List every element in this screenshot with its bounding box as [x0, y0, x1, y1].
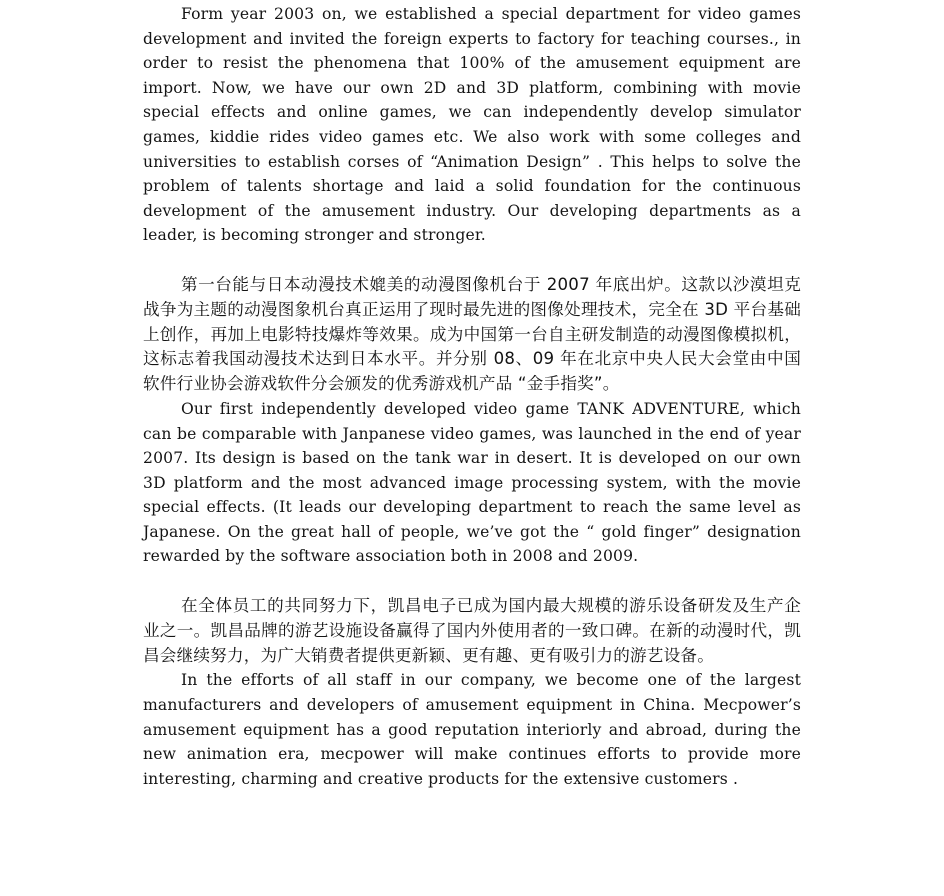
paragraph-spacer [143, 569, 801, 594]
document-page [143, 0, 801, 791]
paragraph-staff-efforts-en: In the efforts of all staff in our company, we become one of the largest manufacturers and developers of amusement equipment in China. Mecpower’s amusement equipment has a good reputation interiorly and abroad, during the new animation era, mecpower will make continues efforts to provide more interesting, charming and creative products for the extensive customers . [143, 671, 801, 788]
paragraph-spacer [143, 248, 801, 273]
paragraph-staff-efforts-zh: 在全体员工的共同努力下，凯昌电子已成为国内最大规模的游乐设备研发及生产企业之一。凯昌品牌的游艺设施设备赢得了国内外使用者的一致口碑。在新的动漫时代，凯昌会继续努力，为广大销费者提供更新颖、更有趣、更有吸引力的游艺设备。 [143, 596, 801, 665]
paragraph-video-games-department-en: Form year 2003 on, we established a special department for video games development and invited the foreign experts to factory for teaching courses., in order to resist the phenomena that 100% of the amusement equipment are import. Now, we have our own 2D and 3D platform, combining with movie special effects and online games, we can independently develop simulator games, kiddie rides video games etc. We also work with some colleges and universities to establish corses of “Animation Design” . This helps to solve the problem of talents shortage and laid a solid foundation for the continuous development of the amusement industry. Our developing departments as a leader, is becoming stronger and stronger. [143, 5, 801, 245]
paragraph-tank-adventure-en: Our first independently developed video game TANK ADVENTURE, which can be comparable with Janpanese video games, was launched in the end of year 2007. Its design is based on the tank war in desert. It is developed on our own 3D platform and the most advanced image processing system, with the movie special effects. (It leads our developing department to reach the same level as Japanese. On the great hall of people, we’ve got the “ gold finger” designation rewarded by the software association both in 2008 and 2009. [143, 399, 801, 566]
paragraph-tank-machine-zh: 第一台能与日本动漫技术媲美的动漫图像机台于 2007 年底出炉。这款以沙漠坦克战争为主题的动漫图象机台真正运用了现时最先进的图像处理技术，完全在 3D 平台基础上创作，再加上电影特技爆炸等效果。成为中国第一台自主研发制造的动漫图像模拟机，这标志着我国动漫技术达到日本水平。并分别 08、09 年在北京中央人民大会堂由中国软件行业协会游戏软件分会颁发的优秀游戏机产品 “金手指奖”。 [143, 274, 801, 394]
